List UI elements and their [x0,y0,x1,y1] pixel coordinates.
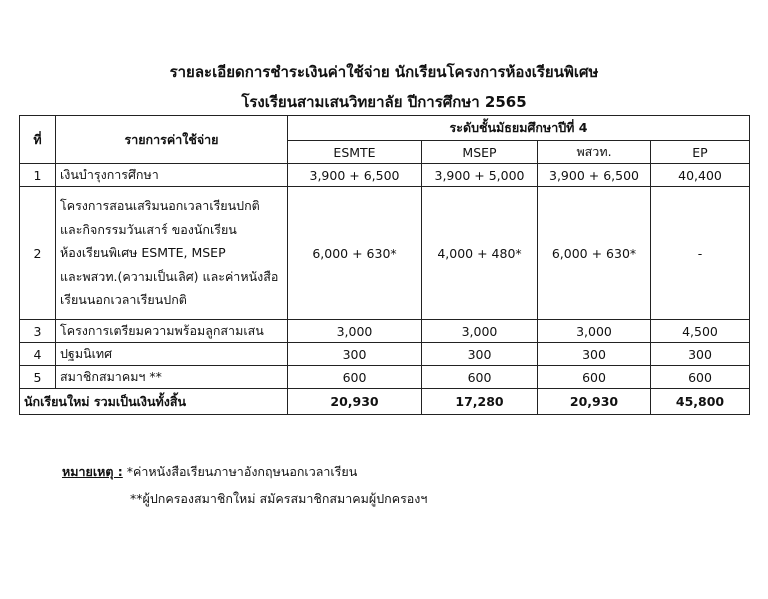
table-row [20,366,750,389]
table-row [20,187,750,320]
total-posawat: 20,930 [538,389,651,415]
total-label: นักเรียนใหม่ รวมเป็นเงินทั้งสิ้น [20,389,288,415]
row-item: ปฐมนิเทศ [56,343,288,366]
value-msep: 600 [422,366,538,389]
value-ep: - [651,187,750,320]
row-item: โครงการเตรียมความพร้อมลูกสามเสน [56,320,288,343]
value-msep: 3,000 [422,320,538,343]
value-posawat: 600 [538,366,651,389]
value-esmte: 300 [288,343,422,366]
document-title: รายละเอียดการชำระเงินค่าใช้จ่าย นักเรียนโครงการห้องเรียนพิเศษ [169,63,599,81]
header-program-posawat: พสวท. [538,141,651,164]
note-text-1: *ค่าหนังสือเรียนภาษาอังกฤษนอกเวลาเรียน [126,464,358,479]
header-no: ที่ [20,116,56,164]
table-row [20,343,750,366]
fee-table [19,115,750,415]
value-posawat: 6,000 + 630* [538,187,651,320]
total-msep: 17,280 [422,389,538,415]
header-program-ep: EP [651,141,750,164]
header-row [20,116,750,141]
value-esmte: 3,000 [288,320,422,343]
header-program-esmte: ESMTE [288,141,422,164]
header-level-group: ระดับชั้นมัธยมศึกษาปีที่ 4 [288,116,750,141]
value-posawat: 3,000 [538,320,651,343]
row-item-line: โครงการสอนเสริมนอกเวลาเรียนปกติ [60,198,260,214]
note-label: หมายเหตุ : [62,464,123,479]
total-esmte: 20,930 [288,389,422,415]
row-number: 1 [20,164,56,187]
value-ep: 40,400 [651,164,750,187]
value-msep: 3,900 + 5,000 [422,164,538,187]
row-item-line: และกิจกรรมวันเสาร์ ของนักเรียน [60,221,237,237]
row-number: 4 [20,343,56,366]
row-item: สมาชิกสมาคมฯ ** [56,366,288,389]
note-line-1 [62,462,357,482]
value-esmte: 600 [288,366,422,389]
note-line-2 [130,489,427,509]
value-posawat: 300 [538,343,651,366]
row-item-line: เรียนนอกเวลาเรียนปกติ [60,292,187,308]
value-ep: 4,500 [651,320,750,343]
row-item-line: และพสวท.(ความเป็นเลิศ) และค่าหนังสือ [60,268,279,284]
row-number: 5 [20,366,56,389]
value-esmte: 3,900 + 6,500 [288,164,422,187]
value-msep: 300 [422,343,538,366]
value-ep: 300 [651,343,750,366]
total-row [20,389,750,415]
value-posawat: 3,900 + 6,500 [538,164,651,187]
value-esmte: 6,000 + 630* [288,187,422,320]
table-row [20,164,750,187]
row-number: 3 [20,320,56,343]
header-program-msep: MSEP [422,141,538,164]
note-text-2: **ผู้ปกครองสมาชิกใหม่ สมัครสมาชิกสมาคมผู้ปกครองฯ [130,491,428,506]
document-subtitle: โรงเรียนสามเสนวิทยาลัย ปีการศึกษา 2565 [241,93,527,111]
value-msep: 4,000 + 480* [422,187,538,320]
row-item [56,187,288,320]
table-row [20,320,750,343]
value-ep: 600 [651,366,750,389]
header-item: รายการค่าใช้จ่าย [56,116,288,164]
row-number: 2 [20,187,56,320]
row-item-line: ห้องเรียนพิเศษ ESMTE, MSEP [60,245,226,261]
total-ep: 45,800 [651,389,750,415]
row-item: เงินบำรุงการศึกษา [56,164,288,187]
